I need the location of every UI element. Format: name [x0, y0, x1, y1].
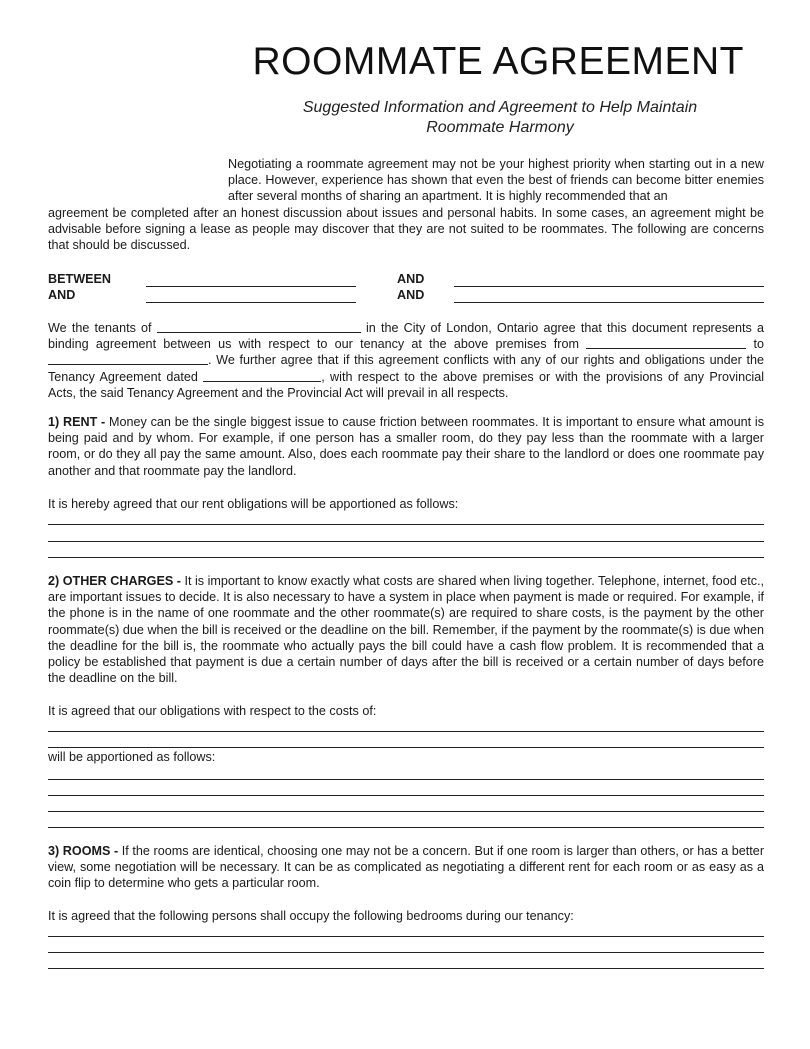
- rent-section: [48, 414, 764, 479]
- tenants-text-2: in the City of London, Ontario agree that this document represents a binding agreement between us with respect to our tenancy at the above premises from: [48, 321, 765, 352]
- tenancy-agreement-date-field[interactable]: [203, 370, 321, 382]
- rooms-section: [48, 843, 764, 892]
- tenancy-start-field[interactable]: [586, 337, 746, 349]
- other-charges-agreement-text: It is agreed that our obligations with respect to the costs of:: [48, 704, 377, 718]
- premises-address-field[interactable]: [157, 321, 361, 333]
- rooms-answer-line-3[interactable]: [48, 968, 764, 969]
- apportioned-text: will be apportioned as follows:: [48, 750, 216, 764]
- and-label-3: AND: [397, 288, 425, 302]
- apportion-answer-line-2[interactable]: [48, 795, 764, 796]
- document-title: ROOMMATE AGREEMENT: [252, 40, 744, 83]
- costs-answer-line-1[interactable]: [48, 731, 764, 732]
- tenants-text-1: We the tenants of: [48, 321, 152, 335]
- rooms-agreement-text: It is agreed that the following persons shall occupy the following bedrooms during our tenancy:: [48, 909, 574, 923]
- costs-answer-line-2[interactable]: [48, 747, 764, 748]
- apportion-answer-line-3[interactable]: [48, 811, 764, 812]
- rent-answer-line-2[interactable]: [48, 541, 764, 542]
- rooms-heading: 3) ROOMS -: [48, 844, 119, 858]
- party-name-field-3[interactable]: [146, 302, 356, 303]
- rent-answer-line-1[interactable]: [48, 524, 764, 525]
- and-label-1: AND: [397, 272, 425, 286]
- other-charges-section: [48, 573, 764, 686]
- subtitle-line-1: Suggested Information and Agreement to Help Maintain: [302, 99, 698, 116]
- between-label: BETWEEN: [48, 272, 111, 286]
- rent-answer-line-3[interactable]: [48, 557, 764, 558]
- tenancy-end-field[interactable]: [48, 353, 208, 365]
- rooms-answer-line-2[interactable]: [48, 952, 764, 953]
- between-name-field[interactable]: [146, 286, 356, 287]
- party-name-field-4[interactable]: [454, 302, 764, 303]
- apportion-answer-line-1[interactable]: [48, 779, 764, 780]
- other-charges-body: It is important to know exactly what costs are shared when living together. Telephone, internet, food etc., are important issues to decide. It is also necessary to have a system in place when payment is made or required. For example, if the phone is in the name of one roommate and the other roommate(s) are required to share costs, is the payment by the other roommate(s) due when the bill is received or the deadline on the bill. Remember, if the payment by the roommate(s) is due when the deadline for the bill is, the roommate who actually pays the bill could have a cash flow problem. It is recommended that a policy be established that payment is due a certain number of days after the bill is received or a certain number of days before the deadline on the bill.: [48, 574, 765, 686]
- tenants-text-4: . We further agree that if this agreement conflicts with any of our rights and obligations under the Tenancy Agreement dated: [48, 353, 764, 384]
- rooms-answer-line-1[interactable]: [48, 936, 764, 937]
- tenants-paragraph: [48, 320, 764, 401]
- party-name-field-2[interactable]: [454, 286, 764, 287]
- rent-heading: 1) RENT -: [48, 415, 106, 429]
- other-charges-heading: 2) OTHER CHARGES -: [48, 574, 181, 588]
- document-subtitle: [250, 98, 750, 138]
- tenants-text-5: , with respect to the above premises or with the provisions of any Provincial Acts, the said Tenancy Agreement and the Provincial Act will prevail in all respects.: [48, 369, 765, 400]
- rooms-body: If the rooms are identical, choosing one may not be a concern. But if one room is larger than others, or has a better view, some negotiation will be necessary. It can be as complicated as negotiating a different rent for each room or as easy as a coin flip to determine who gets a particular room.: [48, 844, 765, 891]
- intro-paragraph: [48, 156, 764, 253]
- intro-indented-text: Negotiating a roommate agreement may not be your highest priority when starting out in a new place. However, experience has shown that even the best of friends can become bitter enemies after several months of sharing an apartment. It is highly recommended that an: [228, 157, 764, 204]
- intro-remaining-text: agreement be completed after an honest discussion about issues and personal habits. In some cases, an agreement might be advisable before signing a lease as people may discover that they are not suited to be roommates. The following are concerns that should be discussed.: [48, 205, 764, 253]
- rent-agreement-text: It is hereby agreed that our rent obligations will be apportioned as follows:: [48, 497, 459, 511]
- and-label-2: AND: [48, 288, 76, 302]
- tenants-text-3: to: [753, 337, 765, 352]
- subtitle-line-2: Roommate Harmony: [426, 119, 574, 136]
- apportion-answer-line-4[interactable]: [48, 827, 764, 828]
- rent-body: Money can be the single biggest issue to cause friction between roommates. It is important to ensure what amount is being paid and by whom. For example, if one person has a smaller room, do they pay less than the roommate with a larger room, or do they all pay the same amount. Also, does each roommate pay their share to the landlord or does one roommate pay another and that roommate pay the landlord.: [48, 415, 765, 478]
